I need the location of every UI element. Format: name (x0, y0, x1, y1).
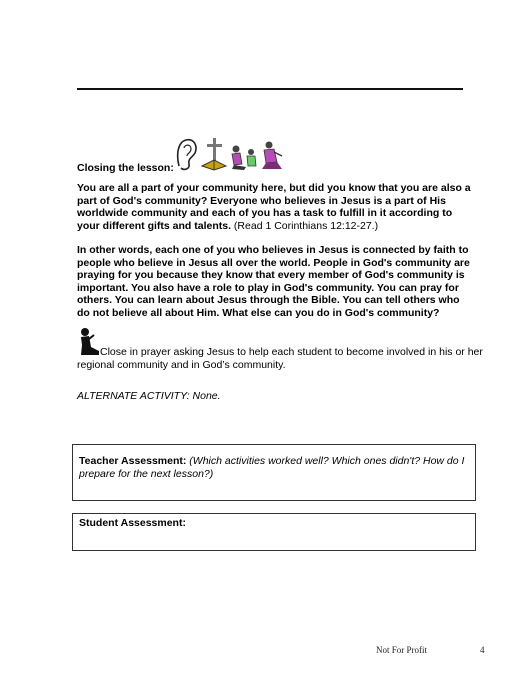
footer-not-for-profit: Not For Profit (376, 645, 428, 655)
student-assessment-label: Student Assessment: (79, 517, 186, 529)
cross-bible-icon (202, 138, 226, 170)
student-assessment-box (72, 513, 476, 551)
kneeling-people-icon (232, 146, 256, 171)
ear-icon (178, 140, 196, 170)
top-horizontal-rule (77, 88, 463, 90)
alternate-activity: ALTERNATE ACTIVITY: None. (77, 390, 221, 402)
closing-section-header (77, 136, 377, 172)
community-paragraph-text: You are all a part of your community here, but did you know that you are also a part of God's community? Everyone who believes in Jesus is a part of His worldwide community and each of you has a task to fulfill in it according to your different gifts and talents. (77, 182, 471, 232)
in-other-words-paragraph: In other words, each one of you who believes in Jesus is connected by faith to people who believe in Jesus all over the world. People in God's community are praying for you because they know that every member of God's community is important. You also have a role to play in God's community. You can pray for others. You can learn about Jesus through the Bible. You can tell others who do not believe all about Him. What else can you do in God's community? (77, 244, 470, 319)
teacher-assessment-text (79, 455, 471, 480)
teacher-assessment-box (72, 444, 476, 501)
closing-lesson-label: Closing the lesson: (77, 162, 174, 174)
scripture-reference: (Read 1 Corinthians 12:12-27.) (231, 219, 379, 232)
prayer-text-line-1: Close in prayer asking Jesus to help each student to become involved in his or her (100, 346, 483, 358)
page-number: 4 (480, 645, 485, 655)
teacher-assessment-label: Teacher Assessment: (79, 455, 187, 467)
teacher-assessment-prompt: (Which activities worked well? Which ones didn't? How do I prepare for the next lesson?) (79, 455, 465, 480)
community-paragraph (77, 182, 472, 232)
lesson-icons (176, 136, 346, 172)
helping-hands-icon (262, 142, 282, 170)
prayer-text-line-2: regional community and in God’s community. (77, 359, 286, 371)
